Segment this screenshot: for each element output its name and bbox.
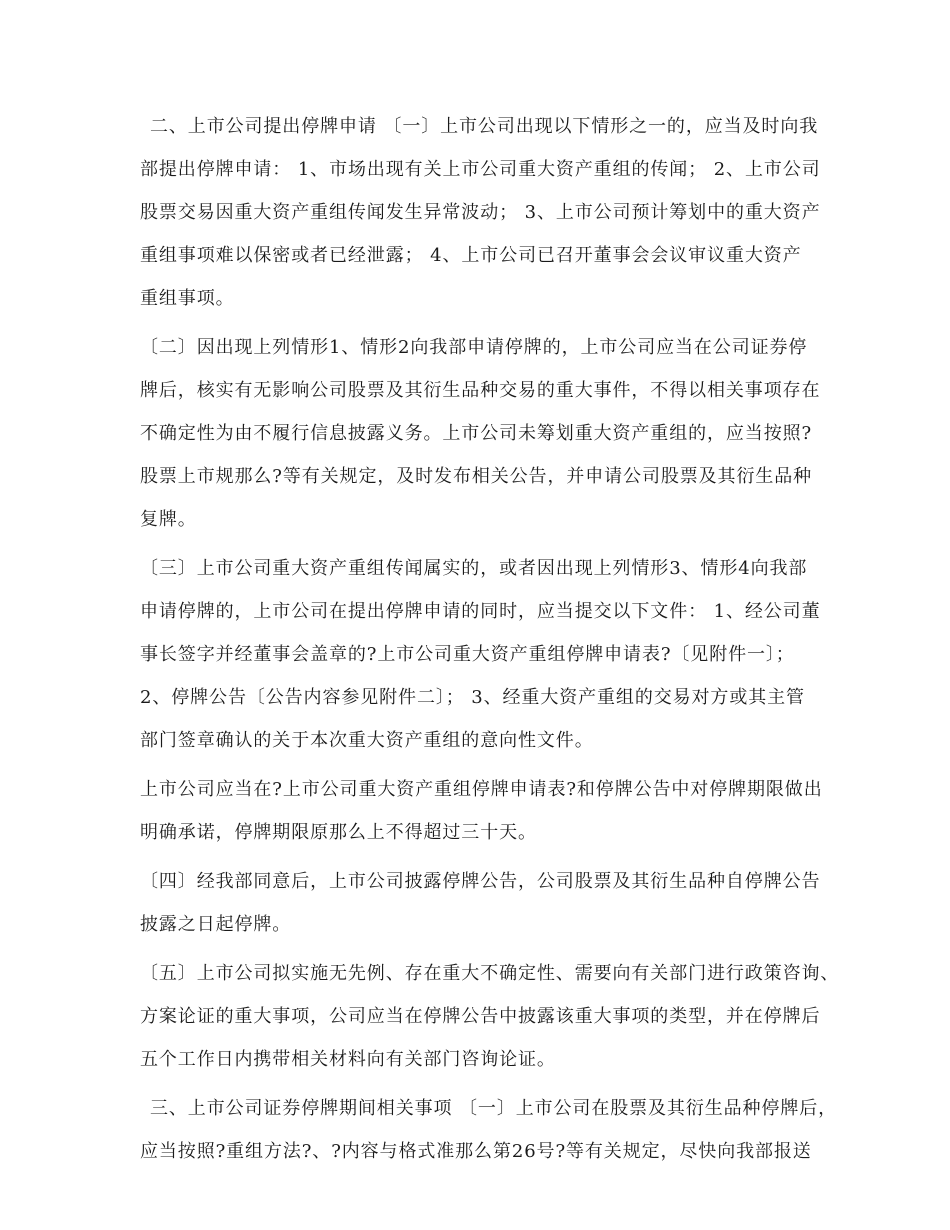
text-line: 股票上市规那么?等有关规定，及时发布相关公告，并申请公司股票及其衍生品种 <box>140 466 813 487</box>
text-line: 复牌。 <box>140 509 197 530</box>
text-line: 股票交易因重大资产重组传闻发生异常波动； 3、上市公司预计筹划中的重大资产 <box>140 202 821 223</box>
text-line: 事长签字并经董事会盖章的?上市公司重大资产重组停牌申请表?〔见附件一〕； <box>140 644 795 665</box>
paragraph-item-4 <box>140 860 820 946</box>
text-line: 〔二〕因出现上列情形1、情形2向我部申请停牌的，上市公司应当在公司证券停 <box>140 337 808 358</box>
text-line: 明确承诺，停牌期限原那么上不得超过三十天。 <box>140 822 537 843</box>
text-line: 方案论证的重大事项，公司应当在停牌公告中披露该重大事项的类型，并在停牌后 <box>140 1006 821 1027</box>
text-line: 重组事项。 <box>140 288 235 309</box>
paragraph-item-2 <box>140 326 820 541</box>
text-line: 二、上市公司提出停牌申请 〔一〕上市公司出现以下情形之一的，应当及时向我 <box>150 116 819 137</box>
text-line: 牌后，核实有无影响公司股票及其衍生品种交易的重大事件，不得以相关事项存在 <box>140 380 821 401</box>
text-line: 应当按照?重组方法?、?内容与格式准那么第26号?等有关规定，尽快向我部报送 <box>140 1141 812 1162</box>
text-line: 〔四〕经我部同意后，上市公司披露停牌公告，公司股票及其衍生品种自停牌公告 <box>140 871 821 892</box>
text-line: 五个工作日内携带相关材料向有关部门咨询论证。 <box>140 1049 556 1070</box>
text-line: 不确定性为由不履行信息披露义务。上市公司未筹划重大资产重组的，应当按照? <box>140 423 813 444</box>
text-line: 〔三〕上市公司重大资产重组传闻属实的，或者因出现上列情形3、情形4向我部 <box>140 558 808 579</box>
text-line: 部门签章确认的关于本次重大资产重组的意向性文件。 <box>140 730 594 751</box>
paragraph-section-3 <box>140 1087 838 1173</box>
document-body <box>140 105 840 1179</box>
text-line: 部提出停牌申请： 1、市场出现有关上市公司重大资产重组的传闻； 2、上市公司 <box>140 159 821 180</box>
text-line: 上市公司应当在?上市公司重大资产重组停牌申请表?和停牌公告中对停牌期限做出 <box>140 779 823 800</box>
text-line: 〔五〕上市公司拟实施无先例、存在重大不确定性、需要向有关部门进行政策咨询、 <box>140 963 840 984</box>
text-line: 重组事项难以保密或者已经泄露； 4、上市公司已召开董事会会议审议重大资产 <box>140 245 802 266</box>
paragraph-item-3 <box>140 547 820 762</box>
paragraph-stop-period <box>140 768 823 854</box>
text-line: 披露之日起停牌。 <box>140 914 292 935</box>
text-line: 三、上市公司证券停牌期间相关事项 〔一〕上市公司在股票及其衍生品种停牌后， <box>150 1098 838 1119</box>
text-line: 申请停牌的，上市公司在提出停牌申请的同时，应当提交以下文件： 1、经公司董 <box>140 601 821 622</box>
paragraph-stop-application <box>140 105 820 320</box>
text-line: 2、停牌公告〔公告内容参见附件二〕； 3、经重大资产重组的交易对方或其主管 <box>140 687 805 708</box>
paragraph-item-5 <box>140 952 840 1081</box>
